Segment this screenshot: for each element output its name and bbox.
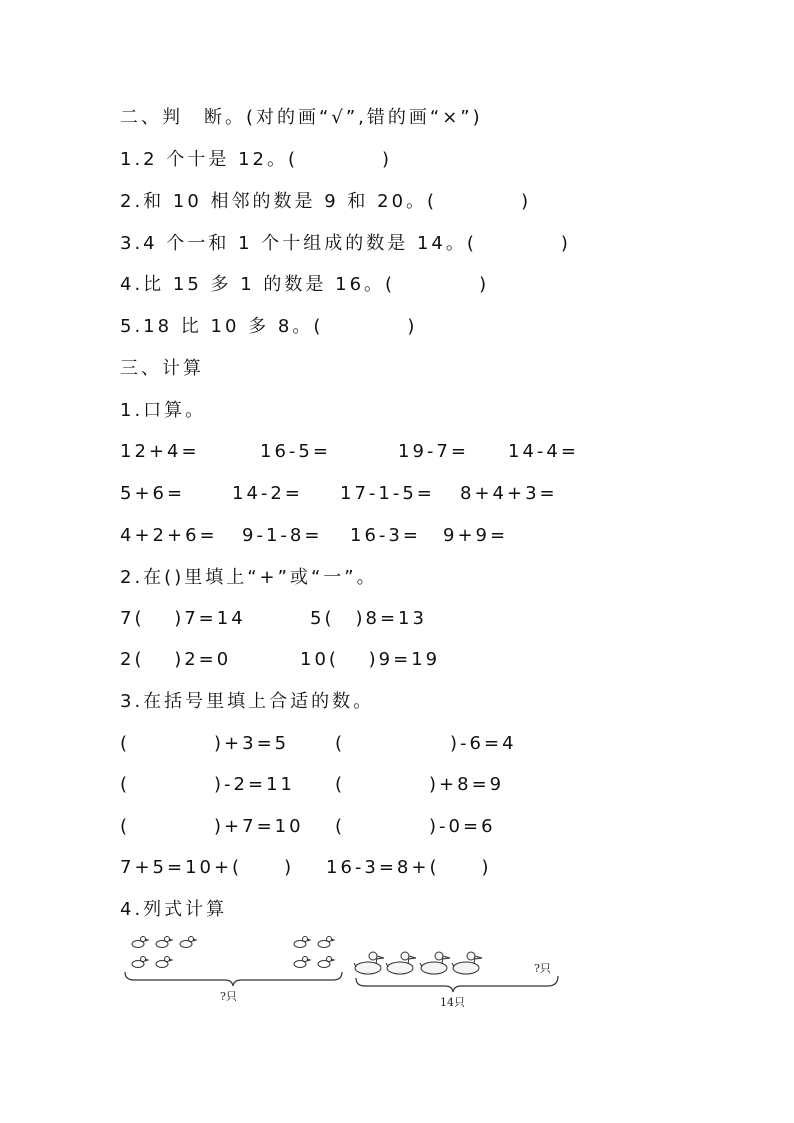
duck-icon [294,937,310,948]
fill-number-cell: ( )-6=4 [335,733,517,754]
judge-item-2: 2.和 10 相邻的数是 9 和 20。( ) [120,191,532,212]
duck-figure-svg [120,930,565,1010]
right-brace [356,976,558,992]
calc-cell: 14-4= [508,441,579,462]
duck-icon [132,937,148,948]
duck-icon [294,957,310,968]
right-unknown-label: ?只 [534,962,551,975]
duck-icon [318,957,334,968]
fill-number-cell: ( )-2=11 [120,774,295,795]
calc-cell: 16-3= [350,525,421,546]
fill-sign-cell: 5( )8=13 [310,608,427,629]
duck-icon [354,952,384,974]
calc-cell: 16-5= [260,441,331,462]
q4-title: 4.列式计算 [120,899,228,920]
duck-icon [318,937,334,948]
calc-cell: 17-1-5= [340,483,435,504]
calc-cell: 12+4= [120,441,200,462]
fill-number-cell: ( )+8=9 [335,774,505,795]
duck-icon [132,957,148,968]
calc-cell: 9+9= [443,525,509,546]
fill-number-cell: 7+5=10+( ) [120,857,295,878]
calc-cell: 5+6= [120,483,186,504]
right-duck-group [354,952,482,974]
calc-cell: 14-2= [232,483,303,504]
left-total-label: ?只 [220,990,237,1003]
q1-title: 1.口算。 [120,400,207,421]
fill-sign-cell: 7( )7=14 [120,608,246,629]
duck-icon [156,957,172,968]
fill-number-cell: 16-3=8+( ) [326,857,492,878]
q3-title: 3.在括号里填上合适的数。 [120,691,375,712]
judge-item-1: 1.2 个十是 12。( ) [120,149,393,170]
duck-icon [180,937,196,948]
q2-title: 2.在()里填上“+”或“一”。 [120,567,378,588]
section-2-title: 二、判 断。(对的画“√”,错的画“×”) [120,107,483,128]
fill-sign-cell: 10( )9=19 [300,649,441,670]
fill-number-cell: ( )-0=6 [335,816,496,837]
fill-number-cell: ( )+3=5 [120,733,290,754]
judge-item-4: 4.比 15 多 1 的数是 16。( ) [120,274,490,295]
right-total-label: 14只 [440,996,465,1009]
calc-cell: 8+4+3= [460,483,558,504]
judge-item-3: 3.4 个一和 1 个十组成的数是 14。( ) [120,233,571,254]
calc-cell: 4+2+6= [120,525,218,546]
fill-number-cell: ( )+7=10 [120,816,304,837]
calc-cell: 9-1-8= [242,525,323,546]
judge-item-5: 5.18 比 10 多 8。( ) [120,316,418,337]
section-3-title: 三、计算 [120,358,204,379]
calc-cell: 19-7= [398,441,469,462]
duck-icon [156,937,172,948]
duck-icon [386,952,416,974]
duck-figure [120,930,565,1010]
duck-icon [452,952,482,974]
duck-icon [420,952,450,974]
left-brace [125,972,342,986]
fill-sign-cell: 2( )2=0 [120,649,232,670]
left-duck-group [132,937,334,968]
